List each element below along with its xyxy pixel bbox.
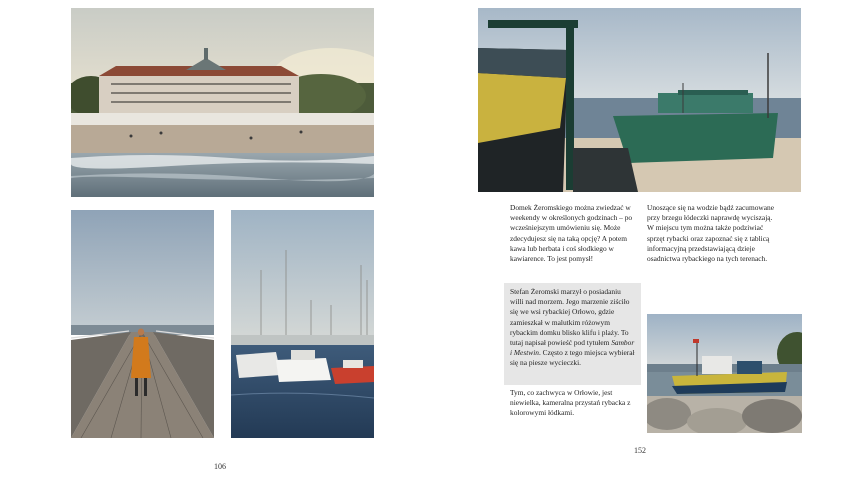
pier-woman-yellow-coat-photo [71, 210, 214, 438]
quote-text-part2: . Często z tego miejsca wybierał się na piesze wycieczki. [510, 348, 635, 368]
paragraph-fishing-equipment: W miejscu tym można także podziwiać sprzęt rybacki oraz zapoznać się z tablicą informacyjną przedstawiającą dzieje osadnictwa rybackiego na tych terenach. [647, 223, 770, 264]
quote-text-part1: Stefan Żeromski marzył o posiadaniu willi nad morzem. Jego marzenie ziściło się we wsi rybackiej Orłowo, gdzie zamieszkał w malutkim różowym rybackim domku blisko klifu i plaży. To tutaj napisał powieść pod tytułem [510, 287, 630, 348]
paragraph-zeromski-house: Domek Żeromskiego można zwiedzać w weekendy w określonych godzinach – po wcześniejszym umówieniu się. Może zdecydujesz się na taką opcję? A potem kawa lub herbata i coś słodkiego w kawiarence. To jest pomysł! [510, 203, 633, 264]
page-number-left: 106 [214, 462, 226, 471]
quote-book-title: Sambor i Mestwin [510, 338, 635, 358]
marina-boats-photo [231, 210, 374, 438]
fishing-boats-beach-photo [478, 8, 801, 192]
sopot-grand-hotel-beach-photo [71, 8, 374, 197]
paragraph-orlowo-harbor: Tym, co zachwyca w Orłowie, jest niewielka, kameralna przystań rybacka z kolorowymi łódkami. [510, 388, 631, 418]
paragraph-boats-calm: Unoszące się na wodzie bądź zacumowane przy brzegu łódeczki naprawdę wyciszają. [647, 203, 775, 223]
text-column-2 [647, 203, 775, 264]
text-column-1-intro [510, 203, 638, 264]
highlighted-quote-box [504, 283, 641, 385]
fishing-boat-harbor-photo [647, 314, 802, 433]
page-number-right: 152 [634, 446, 646, 455]
text-column-1-outro [510, 388, 638, 419]
